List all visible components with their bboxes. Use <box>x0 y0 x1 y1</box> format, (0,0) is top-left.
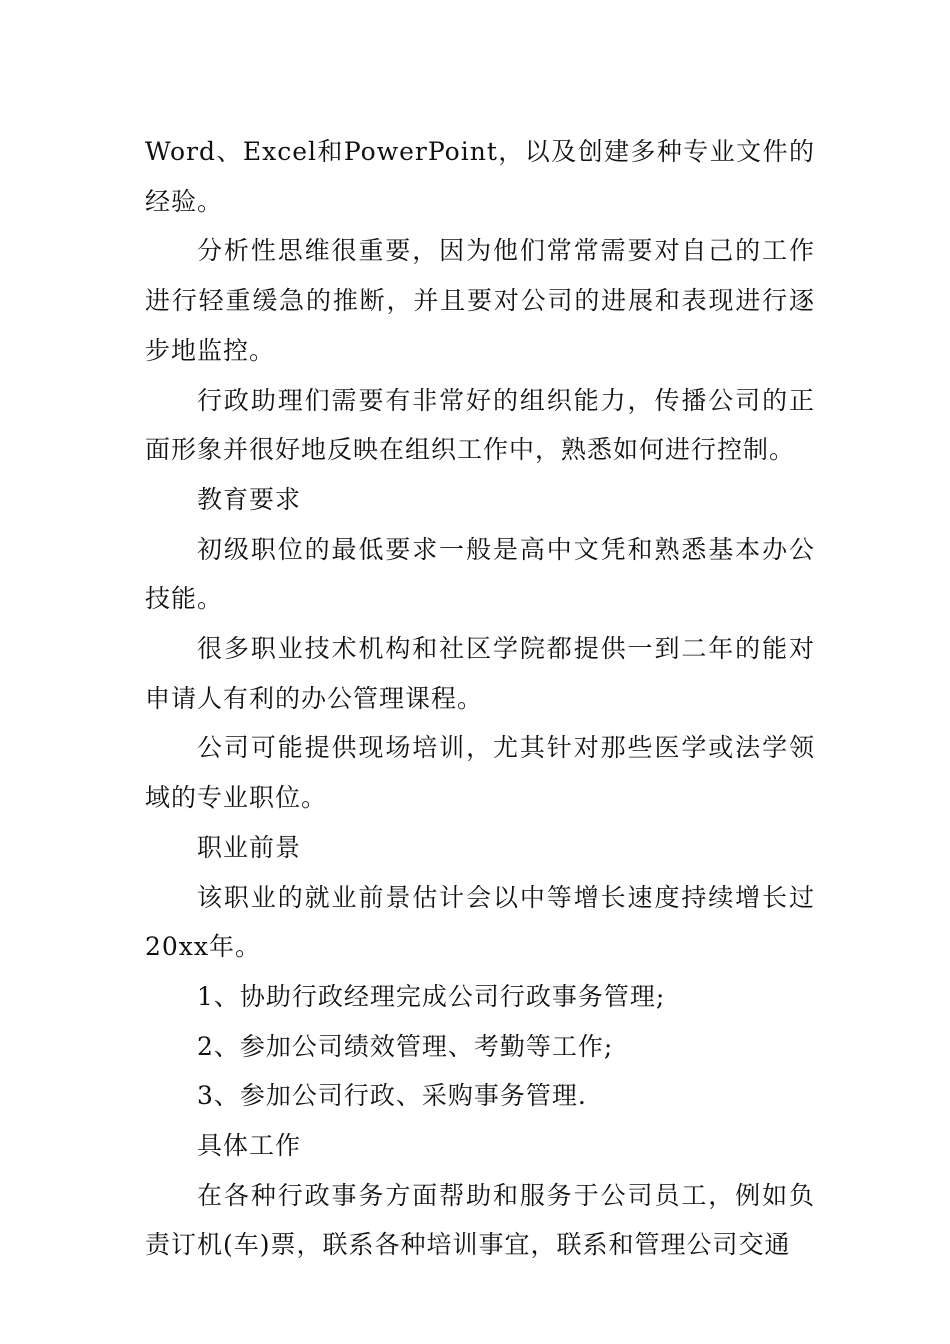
paragraph-onsite-training: 公司可能提供现场培训，尤其针对那些医学或法学领域的专业职位。 <box>145 733 815 813</box>
document-body <box>145 127 815 1270</box>
paragraph-analytical-thinking: 分析性思维很重要，因为他们常常需要对自己的工作进行轻重缓急的推断，并且要对公司的进展和表现进行逐步地监控。 <box>145 236 815 365</box>
heading-career-outlook: 职业前景 <box>197 832 302 862</box>
paragraph-vocational-courses: 很多职业技术机构和社区学院都提供一到二年的能对申请人有利的办公管理课程。 <box>145 634 815 713</box>
heading-education-requirements: 教育要求 <box>197 484 302 514</box>
heading-specific-work: 具体工作 <box>197 1131 302 1161</box>
paragraph-specific-duties: 在各种行政事务方面帮助和服务于公司员工，例如负责订机(车)票，联系各种培训事宜，联系和管理公司交通 <box>145 1180 815 1260</box>
list-item-1: 1、协助行政经理完成公司行政事务管理; <box>197 981 666 1011</box>
paragraph-office-skills: Word、Excel和PowerPoint，以及创建多种专业文件的经验。 <box>145 137 815 216</box>
paragraph-entry-level: 初级职位的最低要求一般是高中文凭和熟悉基本办公技能。 <box>145 534 815 614</box>
list-item-3: 3、参加公司行政、采购事务管理. <box>197 1081 587 1111</box>
list-item-2: 2、参加公司绩效管理、考勤等工作; <box>197 1031 614 1061</box>
paragraph-employment-outlook: 该职业的就业前景估计会以中等增长速度持续增长过20xx年。 <box>145 882 815 962</box>
paragraph-organization-skills: 行政助理们需要有非常好的组织能力，传播公司的正面形象并很好地反映在组织工作中，熟悉如何进行控制。 <box>145 385 815 465</box>
